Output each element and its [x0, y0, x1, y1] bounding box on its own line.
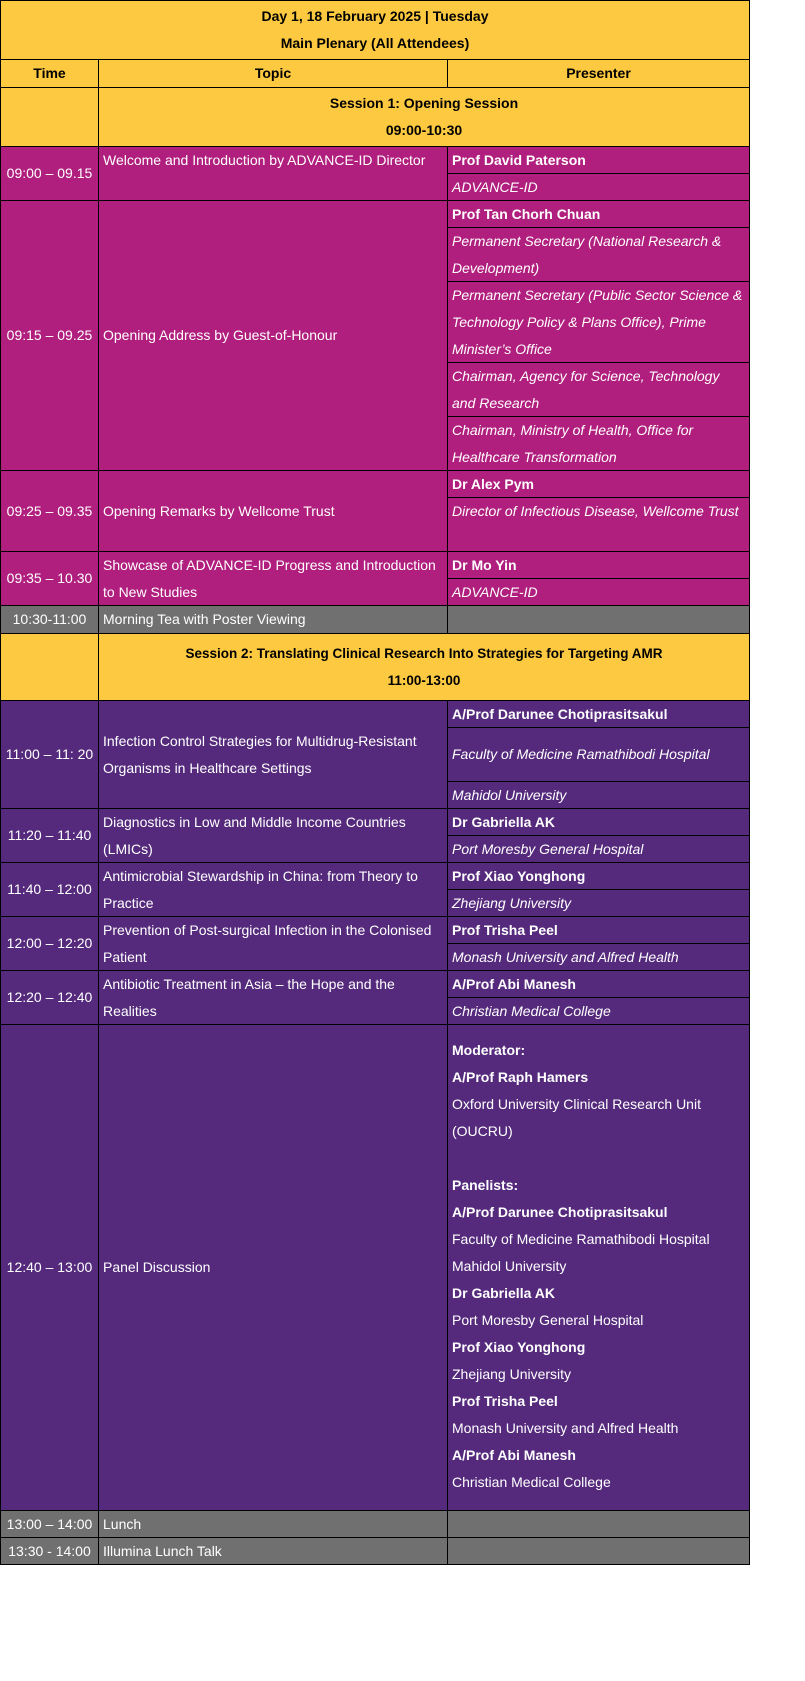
row5-time: 11:00 – 11: 20: [0, 700, 99, 809]
row7-presenter-name: Prof Xiao Yonghong: [447, 862, 750, 890]
row4-presenter-affiliation: ADVANCE-ID: [447, 578, 750, 606]
session2-time: 11:00-13:00: [387, 673, 461, 688]
row2-time: 09:15 – 09.25: [0, 200, 99, 471]
row3-time: 09:25 – 09.35: [0, 470, 99, 552]
row3-presenter-name: Dr Alex Pym: [447, 470, 750, 498]
row7-presenter-affiliation: Zhejiang University: [447, 889, 750, 917]
moderator-label: Moderator:: [452, 1042, 526, 1058]
row6-time: 11:20 – 11:40: [0, 808, 99, 863]
row5-presenter-affiliation-1: Faculty of Medicine Ramathibodi Hospital: [447, 727, 750, 782]
row6-presenter-affiliation: Port Moresby General Hospital: [447, 835, 750, 863]
row4-presenter-name: Dr Mo Yin: [447, 551, 750, 579]
day-line: Day 1, 18 February 2025 | Tuesday: [261, 8, 489, 24]
session1-time-spacer: [0, 87, 99, 147]
row4-time: 09:35 – 10.30: [0, 551, 99, 606]
row1-time: 09:00 – 09.15: [0, 146, 99, 201]
row6-presenter-name: Dr Gabriella AK: [447, 808, 750, 836]
panelist-name: A/Prof Abi Manesh: [452, 1447, 576, 1463]
break1-time: 10:30-11:00: [0, 605, 99, 634]
row5-presenter-affiliation-2: Mahidol University: [447, 781, 750, 809]
row2-presenter-affiliation-3: Chairman, Agency for Science, Technology and Research: [447, 362, 750, 417]
panelist-affiliation: Faculty of Medicine Ramathibodi Hospital: [452, 1231, 710, 1247]
row2-presenter-affiliation-1: Permanent Secretary (National Research & Development): [447, 227, 750, 282]
row7-topic: Antimicrobial Stewardship in China: from Theory to Practice: [98, 862, 448, 917]
row1-presenter-affiliation: ADVANCE-ID: [447, 173, 750, 201]
panelist-affiliation: Monash University and Alfred Health: [452, 1420, 679, 1436]
plenary-line: Main Plenary (All Attendees): [280, 35, 470, 51]
row8-time: 12:00 – 12:20: [0, 916, 99, 971]
col-header-time: Time: [0, 59, 99, 88]
break1-topic: Morning Tea with Poster Viewing: [98, 605, 448, 634]
row9-time: 12:20 – 12:40: [0, 970, 99, 1025]
moderator-affiliation: Oxford University Clinical Research Unit (OUCRU): [452, 1096, 701, 1139]
panel-spacer: [452, 1145, 745, 1172]
panelist-name: Prof Xiao Yonghong: [452, 1339, 586, 1355]
row2-presenter-affiliation-4: Chairman, Ministry of Health, Office for Healthcare Transformation: [447, 416, 750, 471]
panel-presenters: [447, 1024, 750, 1511]
row9-presenter-name: A/Prof Abi Manesh: [447, 970, 750, 998]
panel-topic: Panel Discussion: [98, 1024, 448, 1511]
session1-time: 09:00-10:30: [385, 122, 463, 138]
row2-topic: Opening Address by Guest-of-Honour: [98, 200, 448, 471]
session2-title: Session 2: Translating Clinical Research Into Strategies for Targeting AMR: [185, 646, 663, 661]
lunch-topic: Lunch: [98, 1510, 448, 1538]
row3-topic: Opening Remarks by Wellcome Trust: [98, 470, 448, 552]
panel-time: 12:40 – 13:00: [0, 1024, 99, 1511]
panelist-name: Prof Trisha Peel: [452, 1393, 558, 1409]
session2-time-spacer: [0, 633, 99, 701]
lunch-time: 13:00 – 14:00: [0, 1510, 99, 1538]
moderator-name: A/Prof Raph Hamers: [452, 1069, 589, 1085]
row2-presenter-affiliation-2: Permanent Secretary (Public Sector Science & Technology Policy & Plans Office), Prime Minister’s Office: [447, 281, 750, 363]
row9-topic: Antibiotic Treatment in Asia – the Hope and the Realities: [98, 970, 448, 1025]
panelists-label: Panelists:: [452, 1177, 519, 1193]
row5-topic: Infection Control Strategies for Multidrug-Resistant Organisms in Healthcare Settings: [98, 700, 448, 809]
break1-presenter-empty: [447, 605, 750, 634]
row3-presenter-affiliation: Director of Infectious Disease, Wellcome Trust: [447, 497, 750, 552]
session2-header: [98, 633, 750, 701]
row6-topic: Diagnostics in Low and Middle Income Countries (LMICs): [98, 808, 448, 863]
row5-presenter-name: A/Prof Darunee Chotiprasitsakul: [447, 700, 750, 728]
day-header: [0, 0, 750, 60]
panelist-affiliation: Mahidol University: [452, 1258, 567, 1274]
row2-presenter-name: Prof Tan Chorh Chuan: [447, 200, 750, 228]
col-header-topic: Topic: [98, 59, 448, 88]
panelist-affiliation: Zhejiang University: [452, 1366, 572, 1382]
row8-presenter-affiliation: Monash University and Alfred Health: [447, 943, 750, 971]
row8-presenter-name: Prof Trisha Peel: [447, 916, 750, 944]
panelist-name: Dr Gabriella AK: [452, 1285, 555, 1301]
col-header-presenter: Presenter: [447, 59, 750, 88]
panelist-affiliation: Christian Medical College: [452, 1474, 611, 1490]
row1-presenter-name: Prof David Paterson: [447, 146, 750, 174]
row8-topic: Prevention of Post-surgical Infection in the Colonised Patient: [98, 916, 448, 971]
panelist-name: A/Prof Darunee Chotiprasitsakul: [452, 1204, 668, 1220]
lunch-talk-presenter-empty: [447, 1537, 750, 1565]
session1-header: [98, 87, 750, 147]
row4-topic: Showcase of ADVANCE-ID Progress and Introduction to New Studies: [98, 551, 448, 606]
lunch-talk-topic: Illumina Lunch Talk: [98, 1537, 448, 1565]
row1-topic: Welcome and Introduction by ADVANCE-ID Director: [98, 146, 448, 201]
session1-title: Session 1: Opening Session: [329, 95, 519, 111]
lunch-talk-time: 13:30 - 14:00: [0, 1537, 99, 1565]
row7-time: 11:40 – 12:00: [0, 862, 99, 917]
row9-presenter-affiliation: Christian Medical College: [447, 997, 750, 1025]
lunch-presenter-empty: [447, 1510, 750, 1538]
panelist-affiliation: Port Moresby General Hospital: [452, 1312, 644, 1328]
